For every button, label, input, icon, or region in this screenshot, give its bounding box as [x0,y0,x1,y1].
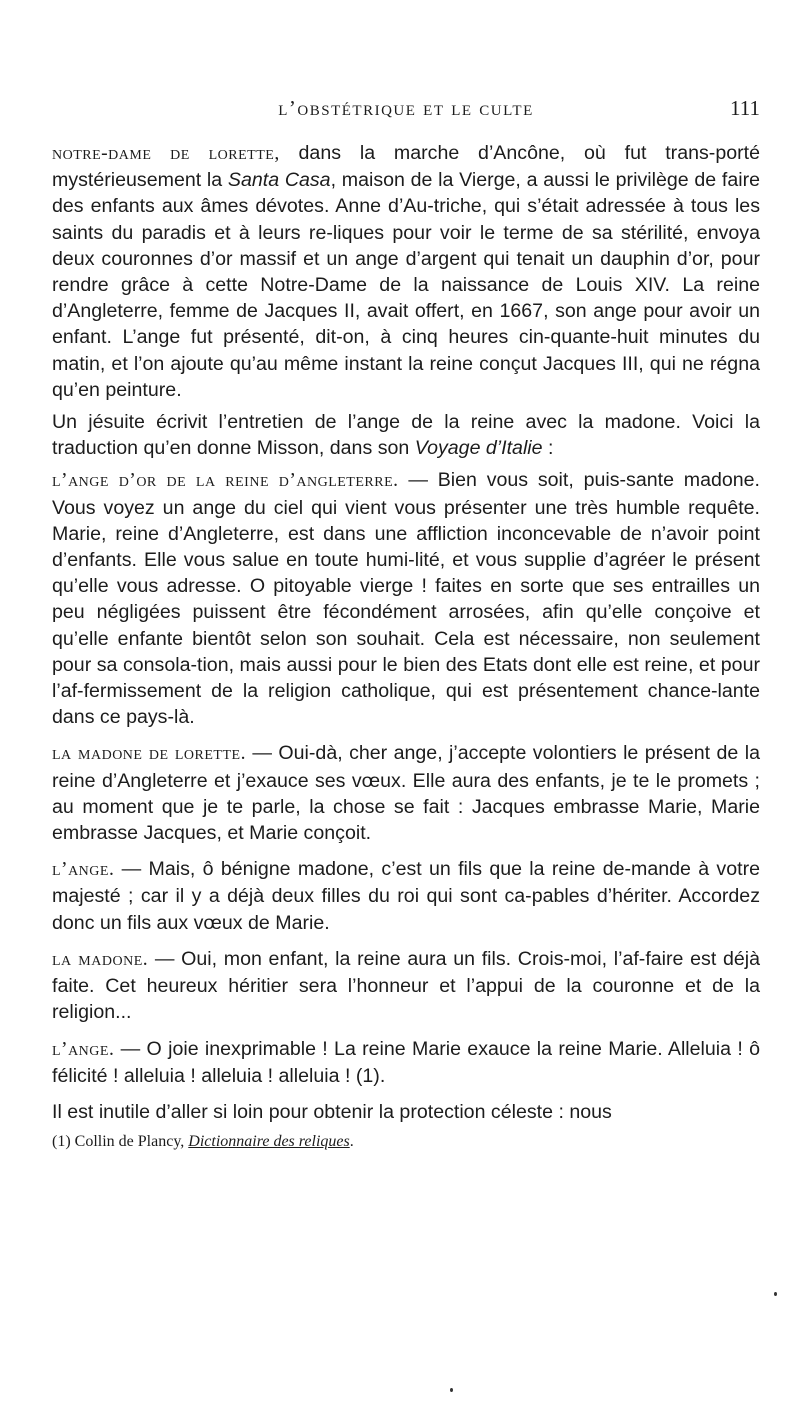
dialogue-ange-3 [52,1036,760,1089]
text-span: , maison de la Vierge, a aussi le privilège de faire des enfants aux âmes dévotes. Anne d’Au-triche, qui s’était adressée à tous les saints du paradis et à leurs re-liques pour voir le terme de sa stérilité, envoya deux couronnes d’or massif et un ange d’argent qui tenait un dauphin d’or, pour rendre grâce à cette Notre-Dame de la naissance de Louis XIV. La reine d’Angleterre, femme de Jacques II, avait offert, en 1667, son ange pour avoir un enfant. L’ange fut présenté, dit-on, à cinq heures cin-quante-huit minutes du matin, et l’on ajoute qu’au même instant la reine conçut Jacques III, qui ne régna qu’en peinture. [52,169,760,401]
speaker: la madone de lorette. [52,743,246,765]
dialogue-ange-1 [52,467,760,730]
body-text [52,140,760,1151]
dialogue-madone-2 [52,946,760,1026]
paragraph-jesuite [52,409,760,461]
speech: — O joie inexprimable ! La reine Marie exauce la reine Marie. Alleluia ! ô félicité ! alleluia ! alleluia ! alleluia ! (1). [52,1037,760,1087]
text-span: dans la marche d’Ancône, où fut trans-porté mystérieusement la [52,142,760,192]
text-span: : [542,437,554,460]
running-head [52,96,760,126]
footnote-ref: (1) Collin de Plancy, [52,1132,189,1150]
footnote-end: . [349,1132,354,1150]
text-span: Un jésuite écrivit l’entretien de l’ange de la reine avec la madone. Voici la traduction qu’en donne Misson, dans son [52,411,760,460]
footnote [52,1133,760,1151]
dialogue-ange-2 [52,856,760,936]
speaker: l’ange d’or de la reine d’angleterre. [52,470,399,492]
speech: — Oui, mon enfant, la reine aura un fils. Crois-moi, l’af-faire est déjà faite. Cet heureux héritier sera l’honneur et l’appui de la couronne et de la religion... [52,947,761,1024]
paragraph-lorette [52,140,760,403]
paper-speck [450,1388,453,1392]
closing-line: Il est inutile d’aller si loin pour obtenir la protection céleste : nous [52,1100,612,1123]
italic-title: Santa Casa [227,169,331,192]
footnote-source: Dictionnaire des reliques [188,1132,350,1150]
speaker: l’ange. [52,1038,115,1060]
italic-title: Voyage d’Italie [414,437,543,460]
page-number: 111 [730,96,760,120]
paper-speck [774,1292,777,1296]
chapter-title: l’obstétrique et le culte [278,96,534,120]
speaker: l’ange. [52,859,115,881]
dialogue-madone-1 [52,740,760,846]
speaker: la madone. [52,948,149,970]
lead-in: notre-dame de lorette, [52,143,280,164]
speech: — Mais, ô bénigne madone, c’est un fils que la reine de-mande à votre majesté ; car il y a déjà deux filles du roi qui sont ca-pables d’hériter. Accordez donc un fils aux vœux de Marie. [52,858,760,934]
speech: — Bien vous soit, puis-sante madone. Vous voyez un ange du ciel qui vient vous présenter une très humble requête. Marie, reine d’Angleterre, est dans une affliction inconcevable de n’avoir point d’enfants. Elle vous salue en toute humi-lité, et vous supplie d’agréer le présent qu’elle vous adresse. O pitoyable vierge ! faites en sorte que ses entrailles un peu négligées puissent être fécondément arrosées, afin qu’elle conçoive et qu’elle enfante bientôt selon son souhait. Cela est nécessaire, non seulement pour sa consola-tion, mais aussi pour le bien des Etats dont elle est reine, et pour l’af-fermissement de la religion catholique, qui est présentement chance-lante dans ce pays-là. [52,469,760,729]
speech: — Oui-dà, cher ange, j’accepte volontiers le présent de la reine d’Angleterre et j’exauce ses vœux. Elle aura des enfants, je te le promets ; au moment que je te parle, la chose se fait : Jacques embrasse Marie, Marie embrasse Jacques, et Marie conçoit. [52,742,760,845]
